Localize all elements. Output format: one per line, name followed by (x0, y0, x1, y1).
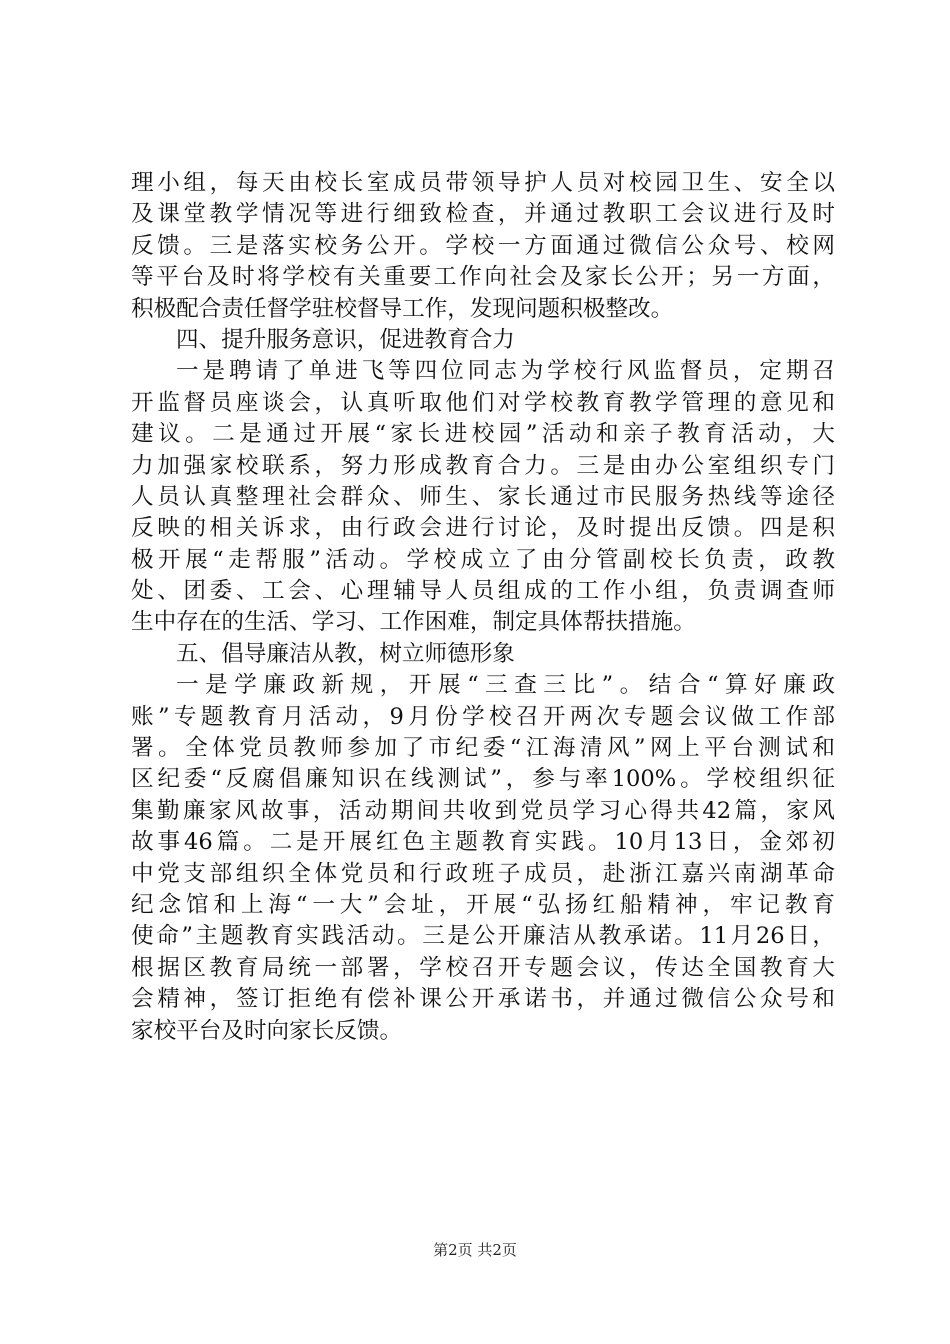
text-line: 一是聘请了单进飞等四位同志为学校行风监督员，定期召 (176, 358, 835, 385)
text-line: 开监督员座谈会，认真听取他们对学校教育教学管理的意见和 (131, 389, 835, 416)
text-line: 一是学廉政新规，开展“三查三比”。结合“算好廉政 (176, 672, 835, 699)
section-heading: 五、倡导廉洁从教，树立师德形象 (176, 640, 515, 667)
text-line: 反映的相关诉求，由行政会进行讨论，及时提出反馈。四是积 (131, 515, 835, 542)
text-line: 故事46篇。二是开展红色主题教育实践。10月13日，金郊初 (131, 829, 835, 856)
text-line: 署。全体党员教师参加了市纪委“江海清风”网上平台测试和 (131, 735, 835, 762)
text-line: 人员认真整理社会群众、师生、家长通过市民服务热线等途径 (131, 483, 835, 510)
text-line: 区纪委“反腐倡廉知识在线测试”，参与率100%。学校组织征 (131, 766, 835, 793)
section-heading: 四、提升服务意识，促进教育合力 (176, 326, 515, 353)
text-line: 反馈。三是落实校务公开。学校一方面通过微信公众号、校网 (131, 232, 835, 259)
text-line: 及课堂教学情况等进行细致检查，并通过教职工会议进行及时 (131, 201, 835, 228)
text-line: 处、团委、工会、心理辅导人员组成的工作小组，负责调查师 (131, 578, 835, 605)
text-line: 积极配合责任督学驻校督导工作，发现问题积极整改。 (131, 295, 674, 322)
text-line: 等平台及时将学校有关重要工作向社会及家长公开；另一方面， (131, 264, 835, 291)
text-line: 会精神，签订拒绝有偿补课公开承诺书，并通过微信公众号和 (131, 986, 835, 1013)
text-line: 家校平台及时向家长反馈。 (131, 1017, 403, 1044)
text-line: 中党支部组织全体党员和行政班子成员，赴浙江嘉兴南湖革命 (131, 860, 835, 887)
text-line: 使命”主题教育实践活动。三是公开廉洁从教承诺。11月26日， (131, 923, 835, 950)
text-line: 根据区教育局统一部署，学校召开专题会议，传达全国教育大 (131, 954, 835, 981)
text-line: 理小组，每天由校长室成员带领导护人员对校园卫生、安全以 (131, 170, 835, 196)
page-footer: 第2页 共2页 (433, 1241, 517, 1259)
text-line: 建议。二是通过开展“家长进校园”活动和亲子教育活动，大 (131, 421, 835, 448)
text-line: 力加强家校联系，努力形成教育合力。三是由办公室组织专门 (131, 452, 835, 479)
text-line: 账”专题教育月活动，9月份学校召开两次专题会议做工作部 (131, 703, 835, 730)
text-line: 生中存在的生活、学习、工作困难，制定具体帮扶措施。 (131, 609, 696, 636)
text-line: 集勤廉家风故事，活动期间共收到党员学习心得共42篇，家风 (131, 797, 835, 824)
text-line: 极开展“走帮服”活动。学校成立了由分管副校长负责，政教 (131, 546, 835, 573)
document-body (131, 168, 835, 1047)
text-line: 纪念馆和上海“一大”会址，开展“弘扬红船精神，牢记教育 (131, 891, 835, 918)
